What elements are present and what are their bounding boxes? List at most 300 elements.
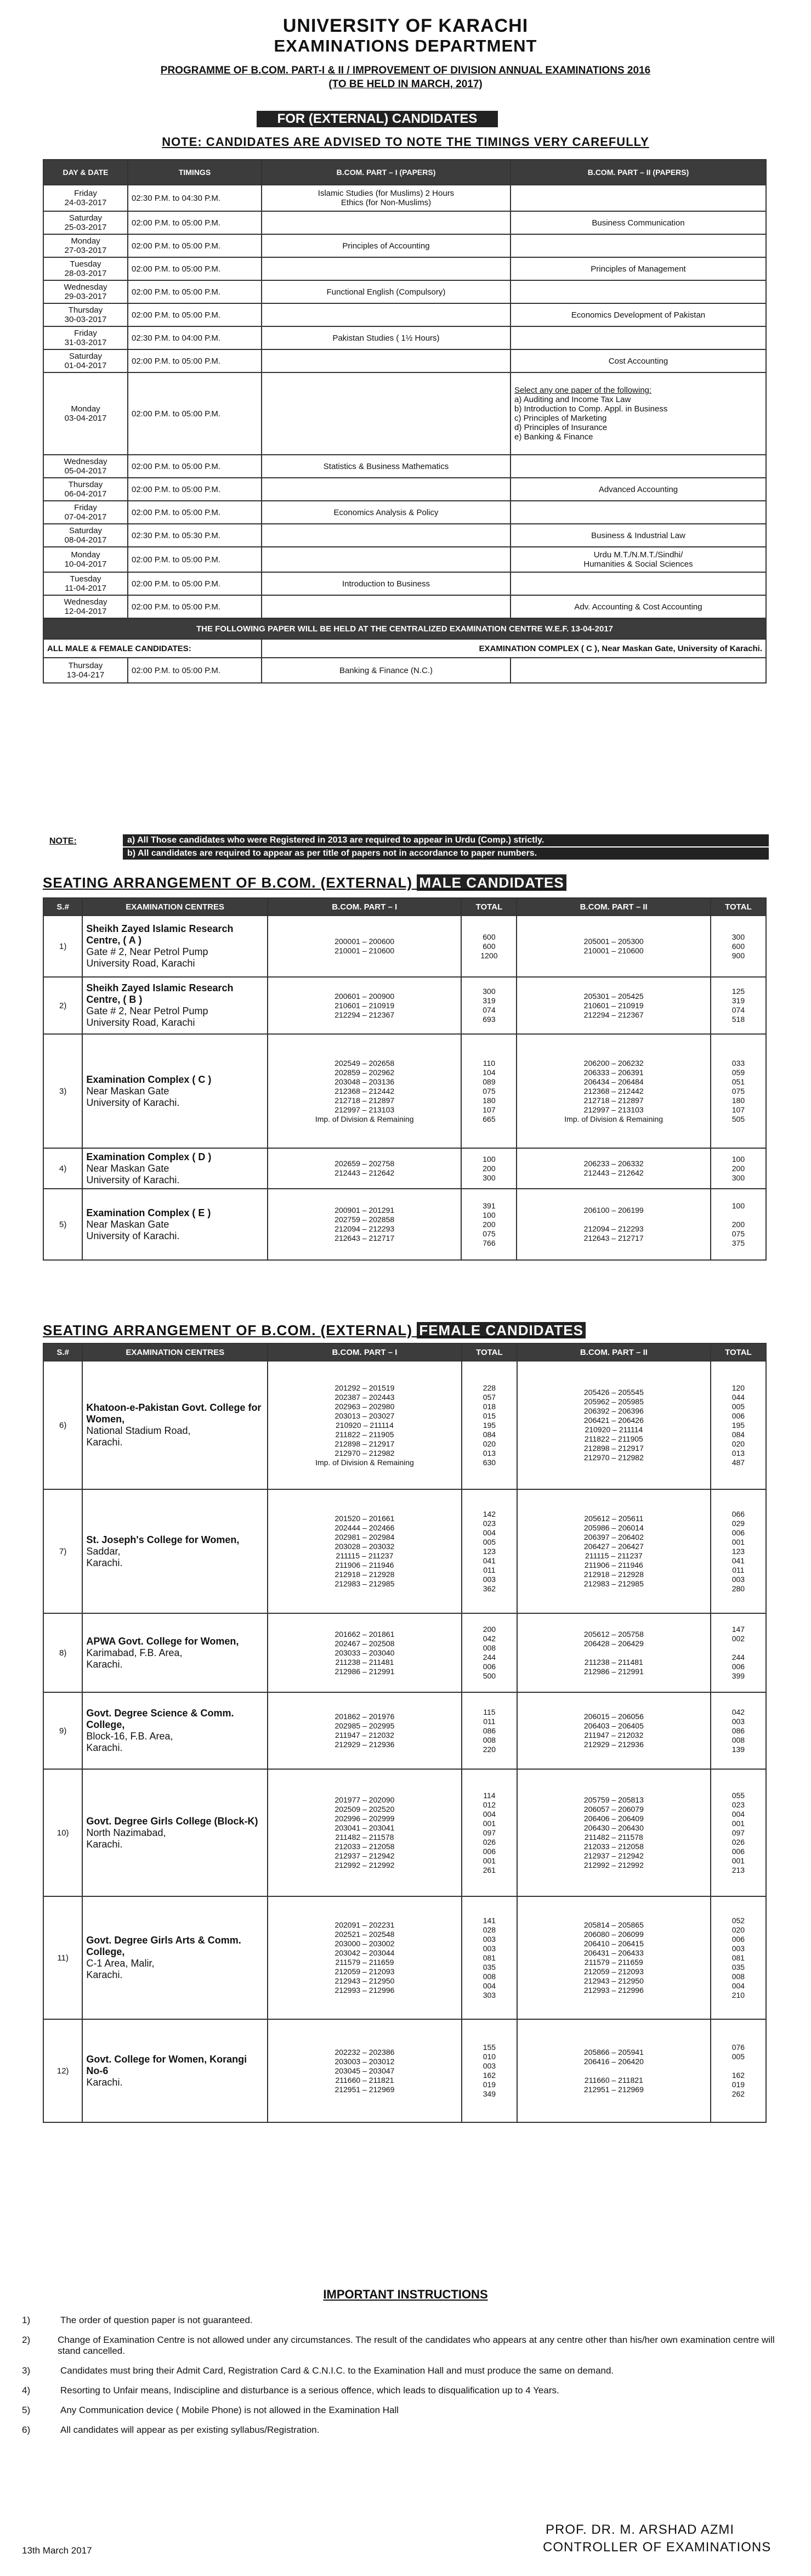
timetable-row [43,595,766,618]
cell-line [714,1211,762,1220]
cell-line: 019 [731,2080,745,2089]
day-label: Friday [74,503,97,512]
cell-line: 766 [483,1238,496,1247]
cell-line: 349 [483,2089,496,2098]
col-part2-total: TOTAL [711,898,766,916]
cell-line: 212059 – 212093 [583,1967,644,1976]
part2-total-cell [711,1489,766,1613]
part1-range-cell [268,1896,462,2019]
part1-total-cell [462,1489,517,1613]
centre-cell [82,1148,268,1189]
centre-name: Khatoon-e-Pakistan Govt. College for Women, [86,1402,262,1425]
timetable-row [43,349,766,372]
cell-line: 261 [483,1865,496,1874]
timetable [43,159,767,683]
part2-cell [511,234,766,257]
cell-line: 120 [731,1383,745,1392]
cell-line: 212033 – 212058 [583,1842,644,1851]
cell-line [514,508,762,517]
instruction-text: Resorting to Unfair means, Indiscipline and disturbance is a serious offence, which leads to disqualification up to 4 Years. [60,2385,559,2396]
part1-cell [262,372,511,455]
female-section-title-text: SEATING ARRANGEMENT OF B.COM. (EXTERNAL) [43,1322,413,1338]
cell-line: 205301 – 205425 [583,991,644,1001]
cell-line: 212443 – 212642 [334,1168,395,1177]
timing-cell: 02:30 P.M. to 04:00 P.M. [128,326,262,349]
male-section-title [43,874,767,891]
cell-line: 211906 – 211946 [584,1561,643,1569]
note-a: a) All Those candidates who were Registered in 2013 are required to appear in Urdu (Comp.) strictly. [123,834,769,846]
cell-line: 006 [483,1846,496,1856]
day-label: Thursday [68,480,103,489]
cell-line: Economics Development of Pakistan [571,310,706,320]
centre-cell [82,1769,268,1896]
cell-line: 006 [483,1662,496,1671]
part1-cell [262,595,511,618]
part2-range-cell [517,1613,711,1692]
timings-note: NOTE: CANDIDATES ARE ADVISED TO NOTE THE TIMINGS VERY CAREFULLY [162,135,649,149]
cell-line: 162 [731,2071,745,2080]
cell-line: 211906 – 211946 [335,1561,394,1569]
cell-line: 203013 – 203027 [334,1411,395,1420]
part2-cell [511,501,766,524]
cell-line: 074 [483,1005,496,1014]
cell-line: 211238 – 211481 [584,1657,643,1667]
cell-line: 206430 – 206430 [583,1823,644,1832]
female-seating-table [43,1343,767,2123]
part1-total-cell [462,1692,517,1769]
cell-line: 162 [483,2071,496,2080]
centre-row [43,2019,766,2122]
cell-line: 630 [483,1458,496,1467]
timetable-row [43,280,766,303]
cell-line: 005 [731,1402,745,1411]
cell-line: Near Maskan Gate [86,1162,169,1174]
cell-line: 518 [731,1015,745,1024]
cell-line: 212929 – 212936 [334,1740,395,1749]
day-date-cell [43,572,128,595]
cell-line: National Stadium Road, [86,1425,191,1436]
cell-line [520,1215,706,1224]
cell-line [521,2066,707,2076]
cell-line: 004 [483,1528,496,1537]
centre-name: Sheikh Zayed Islamic Research Centre, ( A ) [86,923,234,946]
cell-line [514,462,762,471]
cell-line: 210920 – 211114 [336,1420,394,1430]
cell-line: 212443 – 212642 [583,1168,644,1177]
cell-line: 206403 – 206405 [583,1721,644,1730]
part1-range-cell [268,1489,462,1613]
cell-line: 100 [483,1210,496,1219]
cell-line: 020 [483,1439,496,1448]
cell-line: 211947 – 212032 [334,1731,394,1739]
male-section-highlight: MALE CANDIDATES [417,874,566,891]
instruction-number: 5) [22,2405,31,2415]
cell-line: 212094 – 212293 [334,1224,395,1233]
cell-line: 212970 – 212982 [583,1453,644,1462]
cell-line: 213 [731,1865,745,1874]
cell-line: 206428 – 206429 [583,1639,644,1648]
cell-line: 011 [483,1716,496,1726]
options-title: Select any one paper of the following: [514,386,652,395]
timetable-row [43,372,766,455]
cell-line: 693 [483,1015,496,1024]
part1-range-cell [268,1692,462,1769]
serial-cell: 10) [43,1769,82,1896]
all-candidates-label: ALL MALE & FEMALE CANDIDATES: [43,639,262,658]
cell-line: 228 [483,1383,496,1392]
instruction-number: 3) [22,2365,31,2376]
cell-line: 212986 – 212991 [583,1667,644,1676]
cell-line [265,218,507,228]
cell-line: Economics Analysis & Policy [333,507,439,517]
cell-line: 201862 – 201976 [334,1712,395,1721]
centre-row [43,1769,766,1896]
cell-line: 1200 [480,951,498,960]
part2-cell [511,349,766,372]
col-part2-range: B.COM. PART – II [517,1343,711,1361]
cell-line: 114 [483,1790,496,1800]
cell-line: University of Karachi. [86,1097,180,1108]
cell-line: 004 [483,1809,496,1818]
day-label: Monday [71,404,100,414]
cell-line: 212643 – 212717 [583,1234,644,1242]
options-list [514,386,762,442]
cell-line: 003 [731,1574,745,1584]
centre-cell [82,1896,268,2019]
cell-line: 003 [483,2061,496,2070]
day-date-cell [43,280,128,303]
instruction-text: Candidates must bring their Admit Card, Registration Card & C.N.I.C. to the Examination Hall and must produce the same on demand. [60,2365,614,2376]
controller-title: CONTROLLER OF EXAMINATIONS [543,2540,772,2555]
cell-line: 008 [731,1735,745,1744]
part2-range-cell [517,1769,711,1896]
cell-line: 074 [731,1005,745,1014]
timing-cell: 02:00 P.M. to 05:00 P.M. [128,257,262,280]
cell-line [265,602,507,612]
cell-line [265,264,507,274]
cell-line: Advanced Accounting [598,484,678,494]
cell-line: North Nazimabad, [86,1827,166,1838]
cell-line: 211579 – 211659 [584,1958,643,1967]
day-label: Tuesday [70,259,101,269]
cell-line: 097 [731,1828,745,1837]
cell-line: Imp. of Division & Remaining [315,1458,414,1467]
cell-line: 212059 – 212093 [334,1967,395,1976]
cell-line: 201292 – 201519 [334,1383,395,1392]
centre-name: Sheikh Zayed Islamic Research Centre, ( B ) [86,982,234,1005]
col-timings: TIMINGS [128,160,262,185]
serial-cell: 4) [43,1148,82,1189]
cell-line: 097 [483,1828,496,1837]
cell-line: 212943 – 212950 [583,1976,644,1985]
cell-line: 206200 – 206232 [583,1058,644,1067]
centre-name: Examination Complex ( C ) [86,1074,212,1085]
cell-line: 206392 – 206396 [583,1406,644,1415]
serial-cell: 7) [43,1489,82,1613]
cell-line: 008 [731,1971,745,1981]
cell-line: 001 [483,1818,496,1828]
university-title: UNIVERSITY OF KARACHI [282,15,529,36]
timing-cell: 02:00 P.M. to 05:00 P.M. [128,372,262,455]
date-label: 08-04-2017 [64,535,107,545]
cell-line: Karachi. [86,1969,123,1980]
centre-cell [82,977,268,1034]
timetable-row [43,478,766,501]
day-label: Friday [74,189,97,198]
cell-line: 107 [483,1105,496,1114]
cell-line: Functional English (Compulsory) [326,287,446,297]
day-date-cell [43,455,128,478]
part1-range-cell [268,2019,462,2122]
cell-line: 362 [483,1584,496,1593]
timing-cell: 02:30 P.M. to 04:30 P.M. [128,185,262,211]
timing-cell: 02:00 P.M. to 05:00 P.M. [128,349,262,372]
serial-cell: 6) [43,1361,82,1489]
centre-cell [82,916,268,977]
cell-line: 100 [731,1201,745,1210]
cell-line: 206406 – 206409 [583,1814,644,1823]
instruction-item [22,2315,790,2326]
timetable-row [43,572,766,595]
female-header-row [43,1343,766,1361]
cell-line: 006 [731,1528,745,1537]
cell-line: 010 [483,2052,496,2061]
cell-line: 210601 – 210919 [334,1001,395,1010]
part1-range-cell [268,1189,461,1260]
part1-cell [262,349,511,372]
cell-line: 203028 – 203032 [334,1542,395,1551]
cell-line: 244 [483,1653,496,1662]
cell-line: 200 [731,1219,745,1229]
cell-line: 205814 – 205865 [583,1920,644,1929]
instruction-text: Any Communication device ( Mobile Phone) is not allowed in the Examination Hall [60,2405,399,2415]
cell-line: Karachi. [86,1742,123,1753]
day-date-cell [43,658,128,683]
cell-line: 319 [483,996,496,1005]
cell-line: 665 [483,1114,496,1123]
cell-line: 600 [731,941,745,951]
cell-line: 052 [731,1916,745,1925]
cell-line: 001 [731,1818,745,1828]
centre-name: St. Joseph's College for Women, [86,1534,240,1545]
cell-line: 600 [483,941,496,951]
centre-row [43,1692,766,1769]
cell-line: 205001 – 205300 [583,937,644,946]
cell-line: Cost Accounting [608,356,668,366]
cell-line: Adv. Accounting & Cost Accounting [574,602,702,612]
day-date-cell [43,211,128,234]
cell-line: 300 [731,932,745,941]
date-label: 10-04-2017 [64,560,107,569]
part2-cell [511,326,766,349]
cell-line: 123 [731,1546,745,1556]
part1-cell [262,524,511,547]
timing-cell: 02:00 P.M. to 05:00 P.M. [128,658,262,683]
cell-line: 391 [483,1201,496,1210]
part1-total-cell [461,1189,517,1260]
part2-total-cell [711,916,766,977]
cell-line: 212898 – 212917 [334,1439,395,1448]
day-date-cell [43,303,128,326]
cell-line: Near Maskan Gate [86,1218,169,1230]
cell-line [514,194,762,203]
cell-line: 300 [483,987,496,996]
cell-line: Gate # 2, Near Petrol Pump [86,1005,208,1016]
cell-line: 375 [731,1238,745,1247]
cell-line: 020 [731,1925,745,1934]
cell-line: 200 [483,1625,496,1634]
serial-cell: 1) [43,916,82,977]
cell-line: 203003 – 203012 [334,2057,395,2066]
cell-line: 212997 – 213103 [583,1105,644,1114]
serial-cell: 2) [43,977,82,1034]
cell-line: Statistics & Business Mathematics [323,461,449,471]
controller-name: PROF. DR. M. ARSHAD AZMI [546,2522,735,2537]
day-date-cell [43,524,128,547]
cell-line: University Road, Karachi [86,1017,195,1028]
cell-line: Introduction to Business [342,579,430,589]
cell-line: 202091 – 202231 [334,1920,395,1929]
cell-line: 211822 – 211905 [584,1434,643,1443]
cell-line [265,409,507,419]
part1-total-cell [461,977,517,1034]
cell-line: Karachi. [86,2076,123,2088]
timing-cell: 02:00 P.M. to 05:00 P.M. [128,595,262,618]
cell-line: 100 [483,1154,496,1163]
instruction-item [22,2425,790,2436]
instruction-text: The order of question paper is not guaranteed. [60,2315,253,2325]
cell-line: 081 [731,1953,745,1962]
timetable-row [43,185,766,211]
cell-line: 001 [731,1856,745,1865]
all-candidates-row [43,639,766,658]
date-label: 30-03-2017 [64,315,107,324]
cell-line: 212997 – 213103 [334,1105,395,1114]
centre-row [43,1489,766,1613]
cell-line [265,357,507,366]
instruction-item [22,2365,790,2376]
option-item: d) Principles of Insurance [514,423,608,432]
cell-line: 280 [731,1584,745,1593]
note-b: b) All candidates are required to appear as per title of papers not in accordance to paper numbers. [123,848,769,860]
cell-line: 399 [731,1671,745,1680]
cell-line: 206434 – 206484 [583,1077,644,1086]
timetable-row [43,658,766,683]
cell-line: 006 [731,1411,745,1420]
part1-total-cell [462,2019,517,2122]
serial-cell: 8) [43,1613,82,1692]
cell-line: 075 [731,1229,745,1238]
cell-line: 300 [731,1173,745,1182]
cell-line: 066 [731,1509,745,1518]
serial-cell: 11) [43,1896,82,2019]
cell-line: 004 [731,1981,745,1990]
cell-line: 505 [731,1114,745,1123]
cell-line: Saddar, [86,1545,121,1557]
cell-line: Karachi. [86,1658,123,1670]
cell-line: 212368 – 212442 [334,1086,395,1095]
cell-line: 020 [731,1439,745,1448]
centre-name: Govt. Degree Girls College (Block-K) [86,1815,258,1827]
cell-line [714,2061,762,2071]
cell-line: Pakistan Studies ( 1½ Hours) [332,333,440,343]
cell-line: University of Karachi. [86,1174,180,1185]
cell-line [265,485,507,494]
cell-line: 211579 – 211659 [335,1958,394,1967]
cell-line: 012 [483,1800,496,1809]
col-part2-range: B.COM. PART – II [517,898,710,916]
cell-line: 008 [483,1735,496,1744]
date-label: 25-03-2017 [64,223,107,232]
part2-total-cell [711,1148,766,1189]
cell-line: 212718 – 212897 [583,1095,644,1105]
cell-line: 006 [731,1846,745,1856]
cell-line: 033 [731,1058,745,1067]
col-centre: EXAMINATION CENTRES [82,1343,268,1361]
day-label: Friday [74,329,97,338]
cell-line: 023 [731,1800,745,1809]
cell-line [714,1643,762,1653]
cell-line: 001 [731,1537,745,1546]
centre-name: APWA Govt. College for Women, [86,1635,239,1647]
cell-line: 201977 – 202090 [334,1795,395,1804]
cell-line [265,555,507,564]
cell-line: 212718 – 212897 [334,1095,395,1105]
date-label: 03-04-2017 [64,414,107,423]
part2-cell [511,595,766,618]
timetable-row [43,455,766,478]
timetable-row [43,303,766,326]
cell-line: Karachi. [86,1557,123,1568]
part1-total-cell [462,1896,517,2019]
timing-cell: 02:00 P.M. to 05:00 P.M. [128,234,262,257]
timing-cell: 02:00 P.M. to 05:00 P.M. [128,455,262,478]
part2-range-cell [517,1189,710,1260]
part2-range-cell [517,1034,710,1148]
option-item: e) Banking & Finance [514,432,593,442]
cell-line: 205759 – 205813 [583,1795,644,1804]
part1-cell [262,478,511,501]
cell-line: 262 [731,2089,745,2098]
programme-subtitle: (TO BE HELD IN MARCH, 2017) [328,78,483,90]
part2-total-cell [711,1361,766,1489]
part1-total-cell [462,1769,517,1896]
cell-line: 212951 – 212969 [334,2084,395,2094]
cell-line: 004 [731,1809,745,1818]
part1-cell [262,234,511,257]
cell-line: 075 [483,1086,496,1095]
centre-row [43,916,766,977]
option-item: c) Principles of Marketing [514,414,607,423]
cell-line: 029 [731,1518,745,1528]
cell-line: 201520 – 201661 [334,1514,395,1523]
cell-line: 202467 – 202508 [334,1639,395,1648]
centre-name: Examination Complex ( D ) [86,1151,212,1162]
instructions-list [22,2315,790,2444]
centre-row [43,1896,766,2019]
timing-cell: 02:00 P.M. to 05:00 P.M. [128,547,262,572]
part2-range-cell [517,1489,711,1613]
cell-line: 211115 – 211237 [585,1551,643,1560]
day-date-cell [43,185,128,211]
cell-line: 206233 – 206332 [583,1159,644,1168]
cell-line: 006 [731,1662,745,1671]
part2-total-cell [711,1189,766,1260]
cell-line: 003 [731,1944,745,1953]
cell-line: 026 [483,1837,496,1846]
cell-line: 206333 – 206391 [583,1067,644,1077]
cell-line: 212643 – 212717 [334,1234,395,1242]
